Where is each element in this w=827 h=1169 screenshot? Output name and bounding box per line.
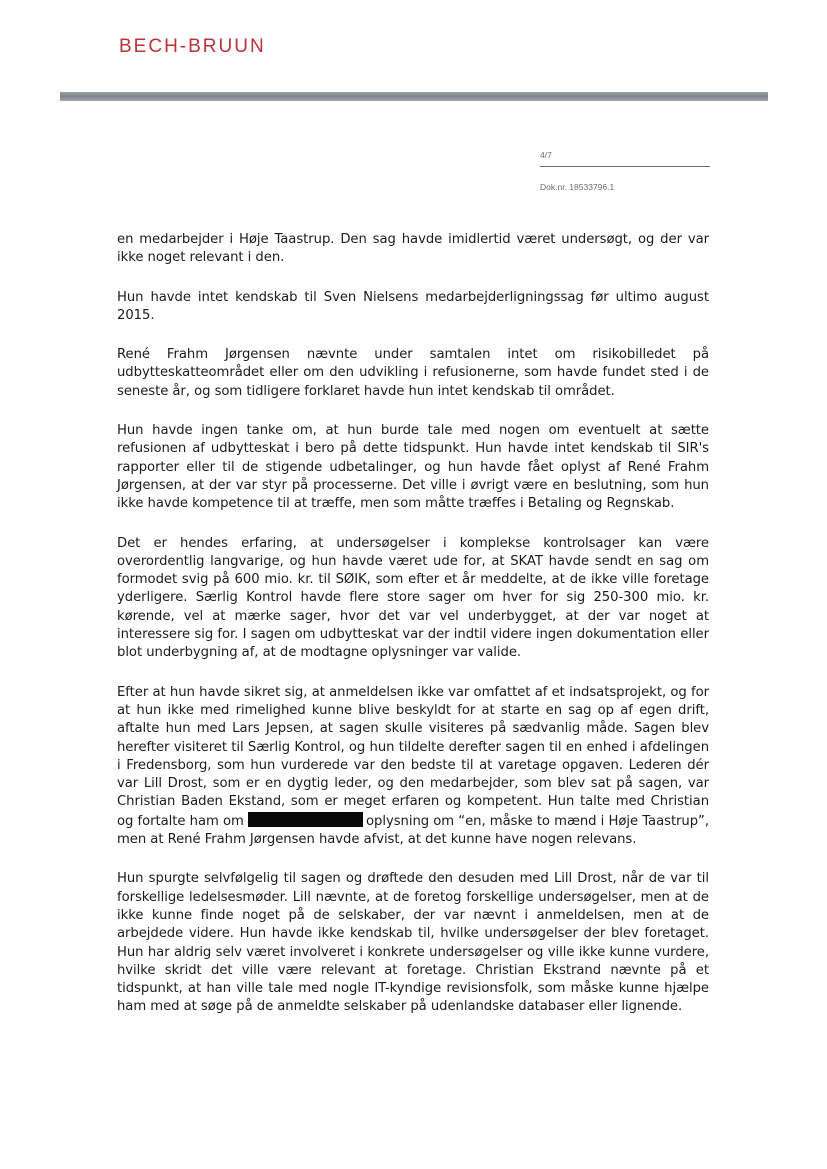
- page-number: 4/7: [540, 150, 710, 167]
- paragraph-with-redaction: [117, 684, 709, 850]
- paragraph: en medarbejder i Høje Taastrup. Den sag havde imidlertid været undersøgt, og der var ikke noget relevant i den.: [117, 232, 709, 266]
- paragraph: René Frahm Jørgensen nævnte under samtalen intet om risikobilledet på udbytteskatteområdet eller om den udvikling i refusionerne, som havde fundet sted i de seneste år, og som tidligere forklaret havde hun intet kendskab til området.: [117, 347, 709, 399]
- paragraph-text: Efter at hun havde sikret sig, at anmeldelsen ikke var omfattet af et indsatsprojekt, og for at hun ikke med rimelighed kunne blive beskyldt for at starte en sag op af egen drift, aftalte hun med Lars Jepsen, at sagen skulle visiteres på sædvanlig måde. Sagen blev herefter visiteret til Særlig Kontrol, og hun tildelte derefter sagen til en enhed i afdelingen i Fredensborg, som hun vurderede var den bedste til at varetage opgaven. Lederen dér var Lill Drost, som er en dygtig leder, og den medarbejder, som blev sat på sagen, var Christian Baden Ekstand, som er meget erfaren og kompetent. Hun talte med Christian og fortalte ham om: [117, 684, 709, 829]
- header-divider: [60, 92, 768, 101]
- paragraph: Det er hendes erfaring, at undersøgelser i komplekse kontrolsager kan være overordentlig langvarige, og hun havde været ude for, at SKAT havde sendt en sag om formodet svig på 600 mio. kr. til SØIK, som efter et år meddelte, at de ikke ville foretage yderligere. Særlig Kontrol havde flere store sager om hver for sig 250-300 mio. kr. kørende, vel at mærke sager, hvor det var vel underbygget, at der var noget at interessere sig for. I sagen om udbytteskat var der indtil videre ingen dokumentation eller blot underbygning af, at de modtagne oplysninger var valide.: [117, 535, 709, 661]
- paragraph-text-continued: oplysning om “en, måske to mænd i Høje Taastrup”, men at René Frahm Jørgensen havde afvist, at det kunne have nogen relevans.: [117, 813, 709, 848]
- paragraph: Hun havde intet kendskab til Sven Nielsens medarbejderligningssag før ultimo august 2015.: [117, 289, 709, 323]
- document-meta: [540, 150, 710, 192]
- document-number: Dok.nr. 18533796.1: [540, 182, 615, 192]
- paragraph: Hun havde ingen tanke om, at hun burde tale med nogen om eventuelt at sætte refusionen af udbytteskat i bero på dette tidspunkt. Hun havde intet kendskab til SIR's rapporter eller til de stigende udbetalinger, og hun havde fået oplyst af René Frahm Jørgensen, at der var styr på processerne. Det ville i øvrigt være en beslutning, som hun ikke havde kompetence til at træffe, men som måtte træffes i Betaling og Regnskab.: [117, 423, 709, 512]
- document-body: [117, 231, 709, 1038]
- paragraph: Hun spurgte selvfølgelig til sagen og drøftede den desuden med Lill Drost, når de var til forskellige ledelsesmøder. Lill nævnte, at de foretog forskellige undersøgelser, men at de ikke kunne finde noget på de selskaber, der var nævnt i anmeldelsen, men at de arbejdede videre. Hun havde ikke kendskab til, hvilke undersøgelser der blev foretaget. Hun har aldrig selv været involveret i konkrete undersøgelser og ville ikke kunne vurdere, hvilke skridt det ville være relevant at foretage. Christian Ekstrand nævnte på et tidspunkt, at han ville tale med nogle IT-kyndige revisionsfolk, som måske kunne hjælpe ham med at søge på de anmeldte selskaber på udenlandske databaser eller lignende.: [117, 871, 709, 1015]
- redaction-bar: [248, 812, 363, 827]
- company-logo: BECH-BRUUN: [119, 36, 266, 57]
